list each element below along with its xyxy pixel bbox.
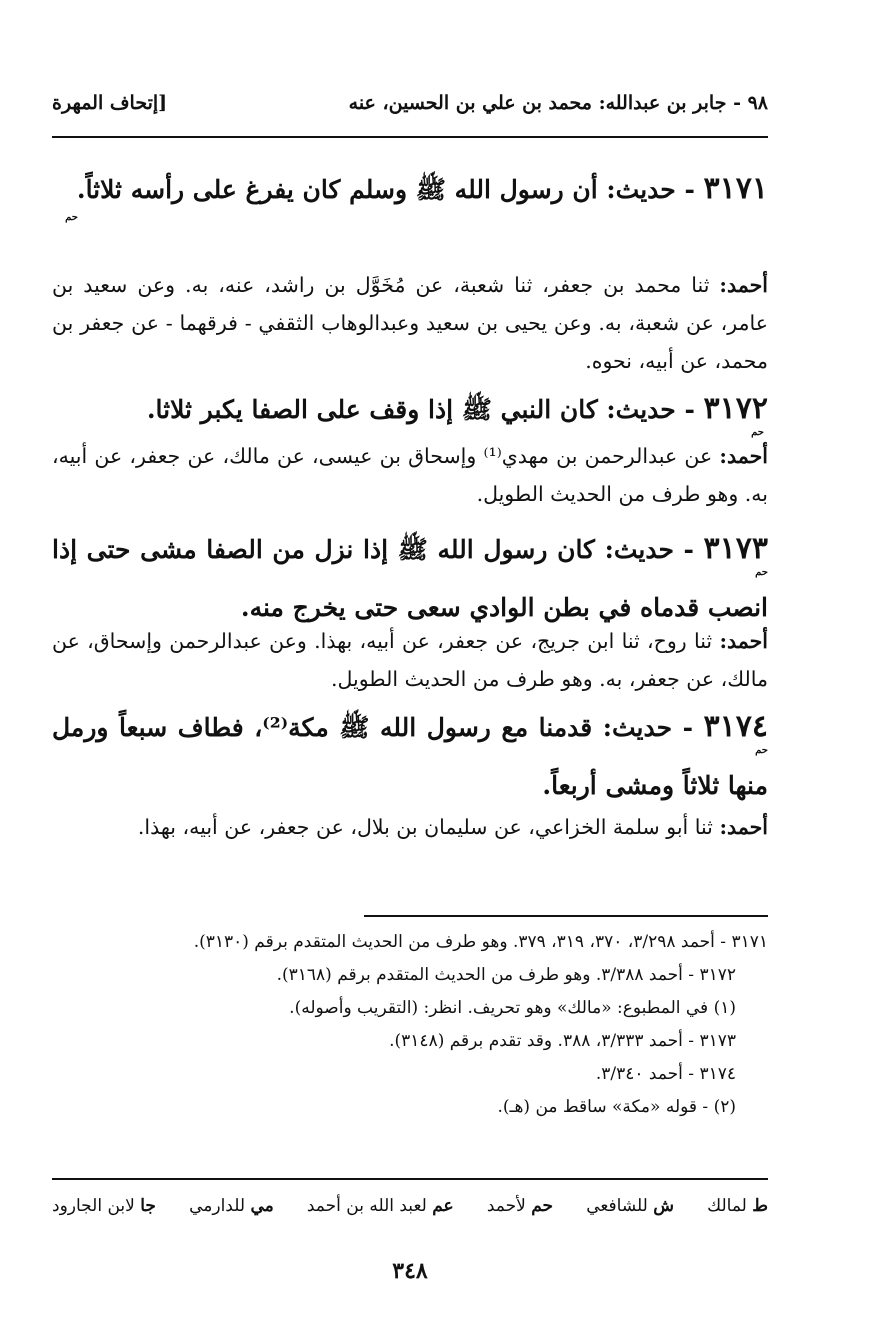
hadith-chain-3174 xyxy=(52,808,768,846)
footnote-divider xyxy=(364,915,768,917)
hadith-chain-3171 xyxy=(52,266,768,380)
hadith-number: ٣١٧٣ xyxy=(703,531,768,566)
abbreviation-key xyxy=(52,1196,768,1216)
abbreviation-item: جا لابن الجارود xyxy=(52,1196,156,1216)
hadith-text: - حديث: أن رسول الله ﷺ وسلم كان يفرغ على رأسه ثلاثاً. xyxy=(76,175,695,204)
source-code-mark: حم xyxy=(755,567,768,578)
hadith-text: - حديث: كان النبي ﷺ إذا وقف على الصفا يكبر ثلاثا. xyxy=(146,395,695,424)
hadith-chain-3172 xyxy=(52,437,768,513)
source-label: أحمد: xyxy=(719,273,768,297)
footnote-3171: ٣١٧١ - أحمد ٣/٢٩٨، ٣٧٠، ٣١٩، ٣٧٩. وهو طرف من الحديث المتقدم برقم (٣١٣٠). xyxy=(193,932,768,952)
hadith-number: ٣١٧٢ xyxy=(703,391,768,426)
running-head xyxy=(52,92,768,126)
footnote-note-2: (٢) - قوله «مكة» ساقط من (هـ). xyxy=(497,1097,736,1117)
abbreviation-item: ط لمالك xyxy=(707,1196,768,1216)
hadith-title-3174 xyxy=(52,698,768,815)
header-divider xyxy=(52,136,768,138)
book-page xyxy=(52,0,768,1333)
abbreviation-item: ش للشافعي xyxy=(586,1196,675,1216)
source-code-mark: حم xyxy=(65,212,78,223)
hadith-chain-3173 xyxy=(52,622,768,698)
source-label: أحمد: xyxy=(719,815,768,839)
source-code-mark: حم xyxy=(751,427,764,438)
abbreviation-item: حم لأحمد xyxy=(486,1196,554,1216)
footnotes xyxy=(52,926,768,1124)
abbreviation-item: عم لعبد الله بن أحمد xyxy=(306,1196,454,1216)
book-title: [إتحاف المهرة xyxy=(52,92,168,114)
footnote-note-1: (١) في المطبوع: «مالك» وهو تحريف. انظر: (التقريب وأصوله). xyxy=(289,998,736,1018)
source-label: أحمد: xyxy=(719,629,768,653)
isnad-text: ثنا روح، ثنا ابن جريج، عن جعفر، عن أبيه، بهذا. وعن عبدالرحمن وإسحاق، عن مالك، عن جعفر، به. وهو طرف من الحديث الطويل. xyxy=(52,629,768,691)
footnote-3172: ٣١٧٢ - أحمد ٣/٣٨٨. وهو طرف من الحديث المتقدم برقم (٣١٦٨). xyxy=(276,965,736,985)
footnote-3174: ٣١٧٤ - أحمد ٣/٣٤٠. xyxy=(595,1064,736,1084)
chapter-heading: ٩٨ - جابر بن عبدالله: محمد بن علي بن الحسين، عنه xyxy=(348,92,768,114)
isnad-text: ثنا محمد بن جعفر، ثنا شعبة، عن مُخَوَّل بن راشد، عنه، به. وعن سعيد بن عامر، عن شعبة، به. وعن يحيى بن سعيد وعبدالوهاب الثقفي - فرقهما - عن جعفر بن محمد، عن أبيه، نحوه. xyxy=(52,273,768,373)
hadith-number: ٣١٧١ xyxy=(703,171,768,206)
source-label: أحمد: xyxy=(719,444,768,468)
hadith-title-3173 xyxy=(52,520,768,637)
hadith-text: - حديث: كان رسول الله ﷺ إذا نزل من الصفا مشى حتى إذا انصب قدماه في بطن الوادي سعى حتى يخرج منه. xyxy=(52,535,768,622)
source-code-mark: حم xyxy=(755,745,768,756)
isnad-text: عن عبدالرحمن بن مهدي⁽¹⁾ وإسحاق بن عيسى، عن مالك، عن جعفر، عن أبيه، به. وهو طرف من الحديث الطويل. xyxy=(52,444,768,506)
isnad-text: ثنا أبو سلمة الخزاعي، عن سليمان بن بلال، عن جعفر، عن أبيه، بهذا. xyxy=(137,815,713,839)
hadith-title-3171 xyxy=(52,160,768,219)
hadith-title-3172 xyxy=(52,380,768,439)
hadith-number: ٣١٧٤ xyxy=(703,709,768,744)
page-number: ٣٤٨ xyxy=(392,1258,428,1284)
footnote-3173: ٣١٧٣ - أحمد ٣/٣٣٣، ٣٨٨. وقد تقدم برقم (٣١٤٨). xyxy=(389,1031,736,1051)
abbreviation-item: مي للدارمي xyxy=(189,1196,274,1216)
hadith-text: - حديث: قدمنا مع رسول الله ﷺ مكة⁽²⁾، فطاف سبعاً ورمل منها ثلاثاً ومشى أربعاً. xyxy=(52,713,768,800)
abbreviation-divider xyxy=(52,1178,768,1180)
